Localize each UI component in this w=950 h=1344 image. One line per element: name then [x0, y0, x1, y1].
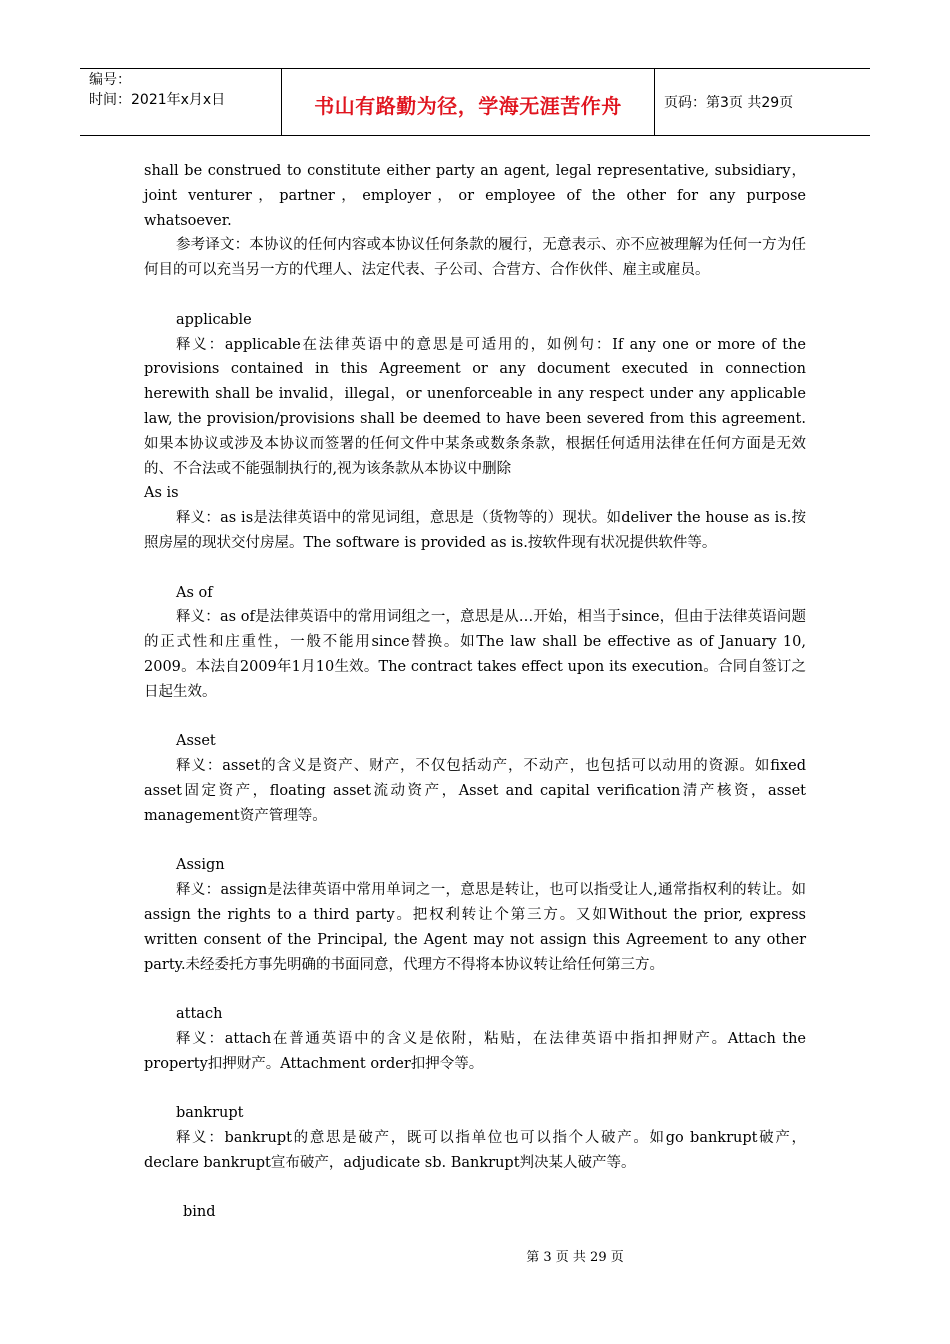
term-heading: attach: [176, 1006, 223, 1023]
paragraph: shall be construed to constitute either party an agent, legal representative, subsidiary， joint venturer，partner，employer，or employee of the other for any purpose whatsoever.: [144, 163, 806, 229]
header-meta: [89, 70, 225, 110]
header-top-rule: [80, 68, 870, 69]
page-footer: 第 3 页 共 29 页: [526, 1250, 624, 1265]
term-definition: 释义：asset的含义是资产、财产，不仅包括动产，不动产，也包括可以动用的资源。如fixed asset固定资产，floating asset流动资产，Asset and capital verification清产核资，asset management资产管理等。: [144, 758, 806, 824]
term-definition: 释义：as of是法律英语中的常用词组之一，意思是从…开始，相当于since，但由于法律英语问题的正式性和庄重性，一般不能用since替换。如The law shall be effective as of January 10, 2009。本法自2009年1月10生效。The contract takes effect upon its execution。合同自签订之日起生效。: [144, 609, 806, 700]
term-definition: 释义：assign是法律英语中常用单词之一，意思是转让，也可以指受让人,通常指权利的转让。如assign the rights to a third party。把权利转让个第三方。又如Without the prior, express written consent of the Principal, the Agent may not assign this Agreement to any other party.未经委托方事先明确的书面同意，代理方不得将本协议转让给任何第三方。: [144, 882, 806, 973]
document-number-label: 编号：: [89, 72, 131, 88]
document-body: [144, 159, 806, 1225]
term-heading: As of: [176, 584, 213, 601]
header-page-number: 页码：第3页 共29页: [664, 95, 794, 111]
header-bottom-rule: [80, 135, 870, 136]
term-definition: 释义：bankrupt的意思是破产，既可以指单位也可以指个人破产。如go bankrupt破产，declare bankrupt宣布破产，adjudicate sb. Bankrupt判决某人破产等。: [144, 1130, 806, 1171]
term-heading: bankrupt: [176, 1105, 244, 1122]
term-heading: Asset: [176, 733, 216, 750]
header-divider-right: [654, 68, 655, 136]
paragraph-translation: 参考译文：本协议的任何内容或本协议任何条款的履行，无意表示、亦不应被理解为任何一方为任何目的可以充当另一方的代理人、法定代表、子公司、合营方、合作伙伴、雇主或雇员。: [144, 237, 806, 279]
term-heading: Assign: [176, 857, 225, 874]
term-heading: As is: [144, 485, 179, 502]
term-heading: bind: [183, 1204, 216, 1221]
term-definition: 释义：attach在普通英语中的含义是依附，粘贴，在法律英语中指扣押财产。Attach the property扣押财产。Attachment order扣押令等。: [144, 1030, 806, 1072]
header-motto: 书山有路勤为径，学海无涯苦作舟: [314, 94, 622, 118]
term-heading: applicable: [176, 311, 252, 328]
term-definition: 释义：applicable在法律英语中的意思是可适用的，如例句：If any one or more of the provisions contained in this Agreement or any document executed in connection herewith shall be invalid，illegal，or unenforceable in any respect under any applicable law, the provision/provisions shall be deemed to have been severed from this agreement.如果本协议或涉及本协议而签署的任何文件中某条或数条条款，根据任何适用法律在任何方面是无效的、不合法或不能强制执行的,视为该条款从本协议中删除: [144, 336, 806, 477]
document-time-label: 时间：2021年x月x日: [89, 92, 226, 108]
term-definition: 释义：as is是法律英语中的常见词组，意思是（货物等的）现状。如deliver the house as is.按照房屋的现状交付房屋。The software is provided as is.按软件现有状况提供软件等。: [144, 510, 806, 551]
